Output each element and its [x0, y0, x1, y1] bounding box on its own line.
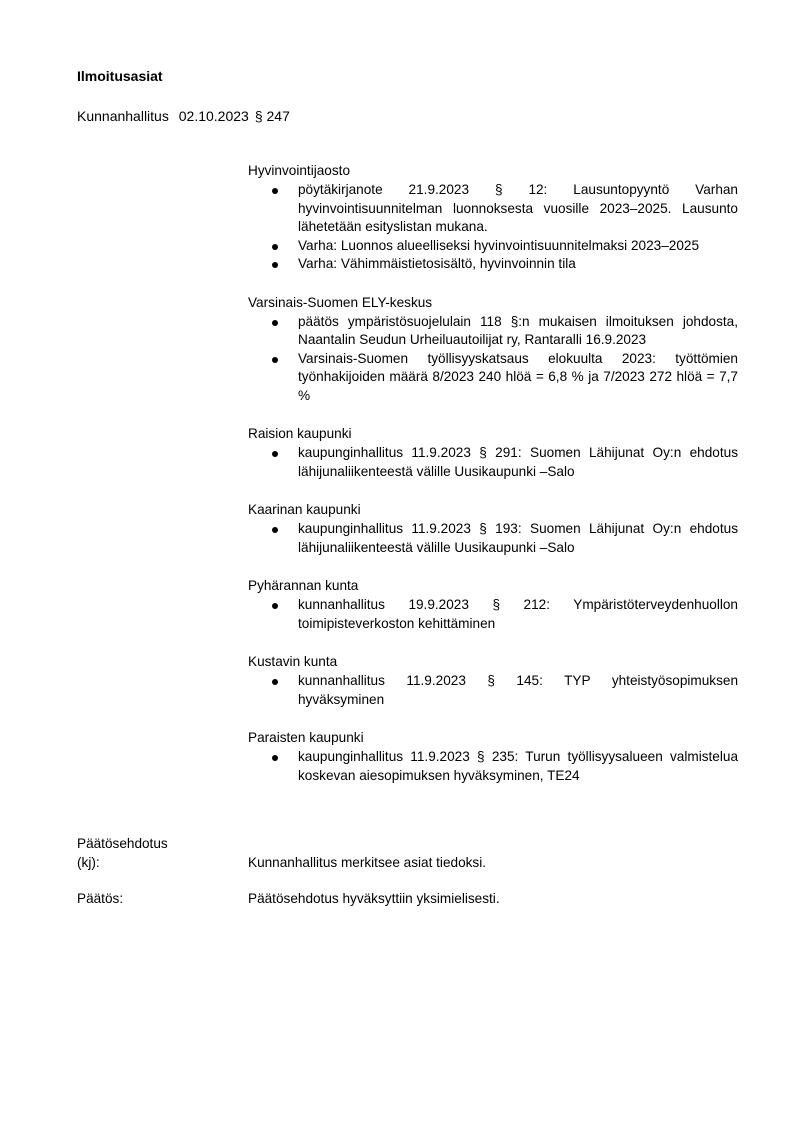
proposal-text: Kunnanhallitus merkitsee asiat tiedoksi.: [248, 855, 487, 870]
section-title: Varsinais-Suomen ELY-keskus: [248, 294, 433, 310]
section-title: Raision kaupunki: [248, 426, 352, 441]
notice-section: [248, 500, 738, 557]
notice-list: [248, 313, 738, 406]
bullet-icon: [272, 262, 278, 268]
bullet-icon: [272, 451, 278, 457]
section-title: Pyhärannan kunta: [248, 578, 359, 593]
notice-list: [248, 181, 738, 274]
notice-list: [248, 444, 738, 481]
list-item: [248, 255, 738, 274]
list-item: [248, 672, 738, 709]
list-item-text: Varha: Luonnos alueelliseksi hyvinvointisuunnitelmaksi 2023–2025: [298, 237, 700, 253]
notice-list: [248, 748, 738, 785]
section-title: Kaarinan kaupunki: [248, 502, 361, 517]
proposal-label-suffix: (kj):: [77, 855, 100, 870]
notices-content: [248, 161, 738, 804]
bullet-icon: [272, 357, 278, 363]
list-item: [248, 181, 738, 237]
list-item-text: Varha: Vähimmäistietosisältö, hyvinvoinnin tila: [298, 256, 576, 271]
list-item-text: kaupunginhallitus 11.9.2023 § 193: Suomen Lähijunat Oy:n ehdotus lähijunaliikenteestä välille Uusikaupunki –Salo: [298, 521, 738, 555]
list-item: [248, 350, 738, 406]
proposal-label: Päätösehdotus: [77, 836, 168, 851]
list-item: [248, 444, 738, 481]
meeting-body: Kunnanhallitus: [77, 108, 169, 124]
list-item-text: Varsinais-Suomen työllisyyskatsaus elokuulta 2023: työttömien työnhakijoiden määrä 8/2023 240 hlöä = 6,8 % ja 7/2023 272 hlöä = 7,7 %: [298, 350, 738, 403]
notice-list: [248, 520, 738, 557]
list-item-text: pöytäkirjanote 21.9.2023 § 12: Lausuntopyyntö Varhan hyvinvointisuunnitelman luonnoksesta vuosille 2023–2025. Lausunto lähetetään esityslistan mukana.: [298, 182, 738, 234]
bullet-icon: [272, 679, 278, 685]
list-item: [248, 237, 738, 256]
notice-section: [248, 424, 738, 481]
notice-section: [248, 293, 738, 406]
section-title: Kustavin kunta: [248, 654, 338, 669]
bullet-icon: [272, 527, 278, 533]
list-item: [248, 313, 738, 350]
list-item-text: kaupunginhallitus 11.9.2023 § 291: Suomen Lähijunat Oy:n ehdotus lähijunaliikenteestä välille Uusikaupunki –Salo: [298, 445, 738, 479]
list-item-text: kunnanhallitus 19.9.2023 § 212: Ympäristöterveydenhuollon toimipisteverkoston kehittäminen: [298, 597, 738, 631]
list-item-text: kaupunginhallitus 11.9.2023 § 235: Turun työllisyysalueen valmistelua koskevan aiesopimuksen hyväksyminen, TE24: [298, 749, 738, 783]
document-title: Ilmoitusasiat: [77, 68, 163, 84]
list-item: [248, 596, 738, 633]
list-item: [248, 748, 738, 785]
notice-section: [248, 652, 738, 709]
bullet-icon: [272, 603, 278, 609]
notice-list: [248, 672, 738, 709]
list-item: [248, 520, 738, 557]
notice-list: [248, 596, 738, 633]
decision-text: Päätösehdotus hyväksyttiin yksimielisesti.: [248, 891, 500, 906]
decision-label: Päätös:: [77, 891, 124, 906]
list-item-text: kunnanhallitus 11.9.2023 § 145: TYP yhteistyösopimuksen hyväksyminen: [298, 673, 738, 707]
notice-section: [248, 161, 738, 274]
bullet-icon: [272, 320, 278, 326]
bullet-icon: [272, 244, 278, 250]
list-item-text: päätös ympäristösuojelulain 118 §:n mukaisen ilmoituksen johdosta, Naantalin Seudun Urheiluautoilijat ry, Rantaralli 16.9.2023: [298, 313, 738, 347]
meeting-section: § 247: [254, 108, 290, 124]
meeting-reference: [77, 108, 296, 124]
meeting-date: 02.10.2023: [178, 108, 249, 124]
section-title: Hyvinvointijaosto: [248, 163, 350, 178]
bullet-icon: [272, 188, 278, 194]
bullet-icon: [272, 755, 278, 761]
notice-section: [248, 728, 738, 785]
notice-section: [248, 576, 738, 633]
section-title: Paraisten kaupunki: [248, 730, 364, 745]
